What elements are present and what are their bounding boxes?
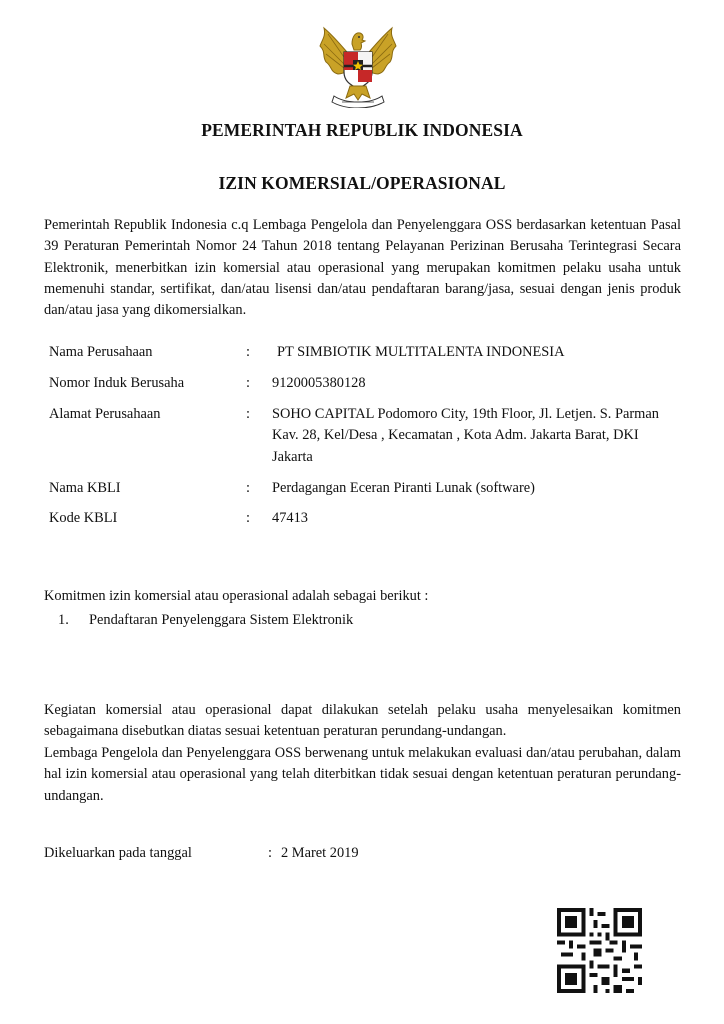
field-separator: : — [246, 510, 250, 526]
government-title: PEMERINTAH REPUBLIK INDONESIA — [201, 120, 523, 140]
field-separator: : — [246, 344, 250, 360]
field-label: Kode KBLI — [49, 510, 118, 526]
field-label: Nomor Induk Berusaha — [49, 375, 185, 391]
issued-date-separator: : — [268, 845, 272, 861]
commitment-item-text: Pendaftaran Penyelenggara Sistem Elektronik — [89, 612, 354, 628]
field-value: 47413 — [272, 510, 308, 526]
field-separator: : — [246, 480, 250, 496]
closing-paragraph-1: Kegiatan komersial atau operasional dapat dilakukan setelah pelaku usaha menyelesaikan komitmen sebagaimana disebutkan diatas sesuai ketentuan peraturan perundang-undangan. — [44, 702, 681, 740]
field-value: SOHO CAPITAL Podomoro City, 19th Floor, Jl. Letjen. S. Parman Kav. 28, Kel/Desa , Kecamatan , Kota Adm. Jakarta Barat, DKI Jakarta — [272, 406, 659, 465]
field-label: Nama KBLI — [49, 480, 121, 496]
document-title: IZIN KOMERSIAL/OPERASIONAL — [218, 173, 506, 193]
qr-code-icon — [557, 908, 642, 993]
field-label: Nama Perusahaan — [49, 344, 153, 360]
commitments-heading: Komitmen izin komersial atau operasional adalah sebagai berikut : — [44, 588, 429, 604]
field-label: Alamat Perusahaan — [49, 406, 161, 422]
field-value: Perdagangan Eceran Piranti Lunak (software) — [272, 480, 535, 496]
commitment-item-number: 1. — [58, 612, 69, 628]
issued-date-value: 2 Maret 2019 — [281, 845, 359, 861]
garuda-emblem-icon — [316, 22, 400, 108]
field-value: 9120005380128 — [272, 375, 366, 391]
issued-date-label: Dikeluarkan pada tanggal — [44, 845, 192, 861]
intro-paragraph: Pemerintah Republik Indonesia c.q Lembaga Pengelola dan Penyelenggara OSS berdasarkan ketentuan Pasal 39 Peraturan Pemerintah Nomor 24 Tahun 2018 tentang Pelayanan Perizinan Berusaha Terintegrasi Secara Elektronik, menerbitkan izin komersial atau operasional yang merupakan komitmen pelaku usaha untuk memenuhi standar, sertifikat, dan/atau lisensi dan/atau pendaftaran barang/jasa, sesuai dengan jenis produk dan/atau jasa yang dikomersialkan. — [44, 217, 681, 319]
field-separator: : — [246, 406, 250, 422]
field-value: PT SIMBIOTIK MULTITALENTA INDONESIA — [277, 344, 565, 360]
closing-paragraph-2: Lembaga Pengelola dan Penyelenggara OSS berwenang untuk melakukan evaluasi dan/atau perubahan, dalam hal izin komersial atau operasional yang telah diterbitkan tidak sesuai dengan ketentuan peraturan perundang-undangan. — [44, 745, 681, 804]
field-separator: : — [246, 375, 250, 391]
